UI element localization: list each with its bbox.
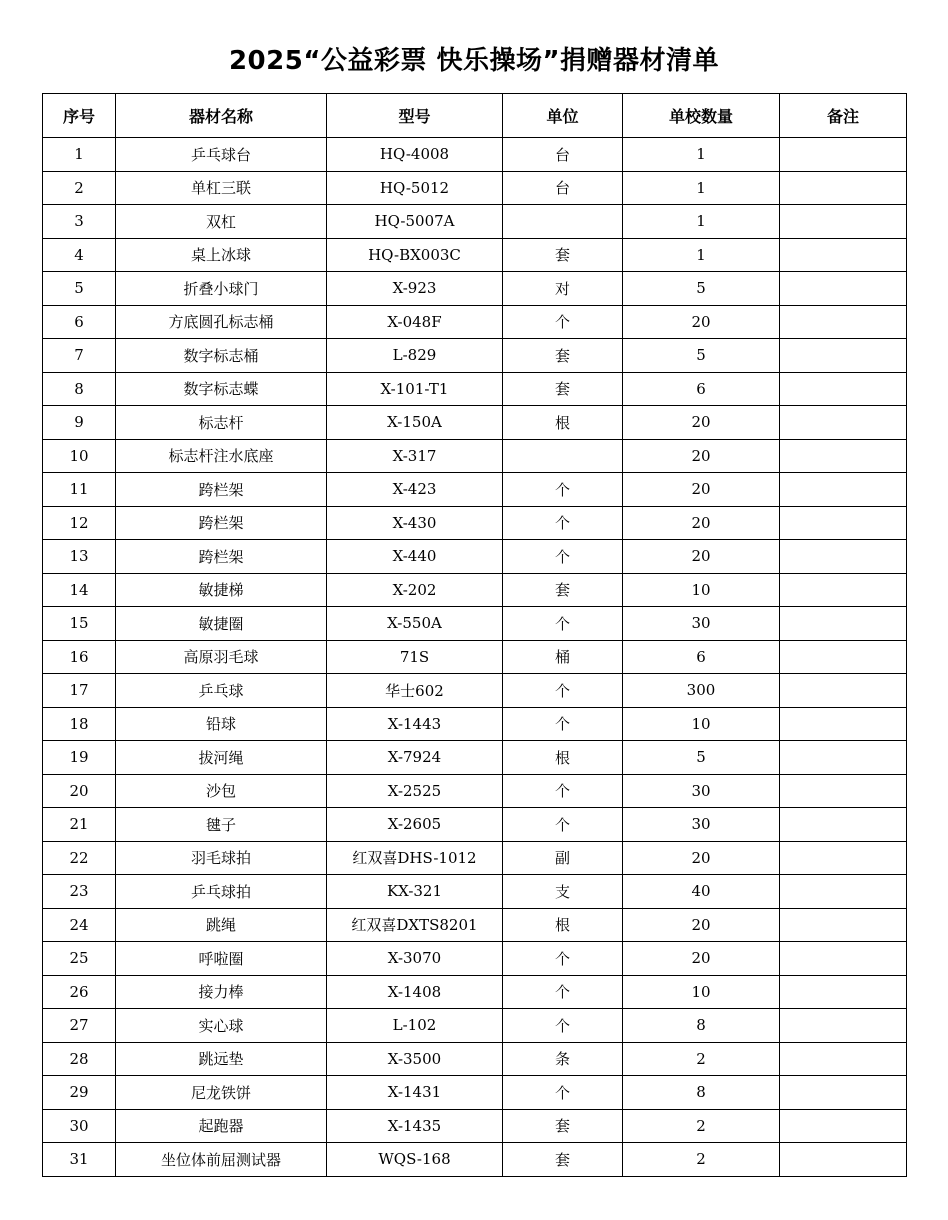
cell-quantity: 1 xyxy=(623,205,780,239)
cell-model: X-2525 xyxy=(327,774,503,808)
table-row xyxy=(43,406,907,440)
cell-unit: 个 xyxy=(503,473,623,507)
cell-model: X-3500 xyxy=(327,1042,503,1076)
cell-unit: 个 xyxy=(503,540,623,574)
cell-unit: 套 xyxy=(503,573,623,607)
cell-serial: 26 xyxy=(43,975,116,1009)
cell-serial: 9 xyxy=(43,406,116,440)
table-row xyxy=(43,808,907,842)
cell-quantity: 40 xyxy=(623,875,780,909)
cell-unit: 个 xyxy=(503,674,623,708)
cell-remarks xyxy=(780,607,907,641)
cell-quantity: 5 xyxy=(623,741,780,775)
table-row xyxy=(43,1109,907,1143)
cell-model: HQ-BX003C xyxy=(327,238,503,272)
cell-quantity: 10 xyxy=(623,975,780,1009)
cell-unit: 根 xyxy=(503,406,623,440)
cell-quantity: 20 xyxy=(623,473,780,507)
cell-serial: 24 xyxy=(43,908,116,942)
cell-quantity: 20 xyxy=(623,841,780,875)
cell-equipment-name: 尼龙铁饼 xyxy=(116,1076,327,1110)
cell-model: HQ-4008 xyxy=(327,138,503,172)
cell-equipment-name: 折叠小球门 xyxy=(116,272,327,306)
cell-quantity: 5 xyxy=(623,339,780,373)
cell-unit: 副 xyxy=(503,841,623,875)
cell-remarks xyxy=(780,540,907,574)
cell-model: 红双喜DXTS8201 xyxy=(327,908,503,942)
cell-unit: 套 xyxy=(503,372,623,406)
cell-unit: 套 xyxy=(503,1109,623,1143)
header-quantity-per-school: 单校数量 xyxy=(623,94,780,138)
cell-equipment-name: 呼啦圈 xyxy=(116,942,327,976)
cell-model: KX-321 xyxy=(327,875,503,909)
cell-equipment-name: 乒乓球 xyxy=(116,674,327,708)
cell-serial: 22 xyxy=(43,841,116,875)
cell-equipment-name: 羽毛球拍 xyxy=(116,841,327,875)
cell-unit: 条 xyxy=(503,1042,623,1076)
cell-quantity: 2 xyxy=(623,1143,780,1177)
table-row xyxy=(43,171,907,205)
cell-serial: 29 xyxy=(43,1076,116,1110)
cell-quantity: 30 xyxy=(623,774,780,808)
cell-quantity: 20 xyxy=(623,506,780,540)
cell-equipment-name: 标志杆注水底座 xyxy=(116,439,327,473)
cell-model: X-150A xyxy=(327,406,503,440)
table-row xyxy=(43,238,907,272)
cell-equipment-name: 毽子 xyxy=(116,808,327,842)
cell-serial: 17 xyxy=(43,674,116,708)
cell-unit: 个 xyxy=(503,942,623,976)
cell-equipment-name: 敏捷梯 xyxy=(116,573,327,607)
equipment-table xyxy=(42,93,907,1177)
cell-unit: 个 xyxy=(503,506,623,540)
table-row xyxy=(43,640,907,674)
cell-equipment-name: 跨栏架 xyxy=(116,540,327,574)
cell-remarks xyxy=(780,741,907,775)
cell-equipment-name: 双杠 xyxy=(116,205,327,239)
cell-unit: 个 xyxy=(503,305,623,339)
cell-remarks xyxy=(780,1143,907,1177)
cell-model: X-101-T1 xyxy=(327,372,503,406)
table-row xyxy=(43,272,907,306)
page-title: 2025“公益彩票 快乐操场”捐赠器材清单 xyxy=(228,46,720,76)
cell-model: X-317 xyxy=(327,439,503,473)
cell-quantity: 8 xyxy=(623,1076,780,1110)
cell-remarks xyxy=(780,841,907,875)
cell-serial: 23 xyxy=(43,875,116,909)
cell-quantity: 20 xyxy=(623,540,780,574)
cell-model: X-202 xyxy=(327,573,503,607)
cell-model: HQ-5012 xyxy=(327,171,503,205)
cell-remarks xyxy=(780,707,907,741)
cell-remarks xyxy=(780,908,907,942)
cell-remarks xyxy=(780,808,907,842)
header-serial: 序号 xyxy=(43,94,116,138)
cell-serial: 7 xyxy=(43,339,116,373)
cell-serial: 1 xyxy=(43,138,116,172)
cell-model: 华士602 xyxy=(327,674,503,708)
cell-remarks xyxy=(780,774,907,808)
table-row xyxy=(43,975,907,1009)
header-equipment-name: 器材名称 xyxy=(116,94,327,138)
table-row xyxy=(43,774,907,808)
cell-remarks xyxy=(780,238,907,272)
cell-quantity: 10 xyxy=(623,573,780,607)
cell-equipment-name: 沙包 xyxy=(116,774,327,808)
cell-unit: 个 xyxy=(503,808,623,842)
cell-remarks xyxy=(780,640,907,674)
header-model: 型号 xyxy=(327,94,503,138)
cell-quantity: 2 xyxy=(623,1042,780,1076)
table-row xyxy=(43,540,907,574)
cell-quantity: 20 xyxy=(623,305,780,339)
cell-serial: 27 xyxy=(43,1009,116,1043)
table-header xyxy=(43,94,907,138)
cell-serial: 12 xyxy=(43,506,116,540)
table-row xyxy=(43,205,907,239)
cell-model: X-2605 xyxy=(327,808,503,842)
cell-unit xyxy=(503,205,623,239)
cell-remarks xyxy=(780,439,907,473)
cell-serial: 21 xyxy=(43,808,116,842)
cell-unit: 个 xyxy=(503,1076,623,1110)
cell-quantity: 1 xyxy=(623,238,780,272)
cell-remarks xyxy=(780,272,907,306)
cell-serial: 5 xyxy=(43,272,116,306)
cell-quantity: 300 xyxy=(623,674,780,708)
cell-model: X-3070 xyxy=(327,942,503,976)
cell-equipment-name: 起跑器 xyxy=(116,1109,327,1143)
cell-quantity: 6 xyxy=(623,640,780,674)
cell-serial: 20 xyxy=(43,774,116,808)
cell-unit: 台 xyxy=(503,171,623,205)
cell-unit: 个 xyxy=(503,607,623,641)
cell-unit: 支 xyxy=(503,875,623,909)
cell-quantity: 2 xyxy=(623,1109,780,1143)
cell-serial: 2 xyxy=(43,171,116,205)
cell-model: X-1435 xyxy=(327,1109,503,1143)
cell-unit: 套 xyxy=(503,238,623,272)
cell-unit xyxy=(503,439,623,473)
cell-equipment-name: 乒乓球台 xyxy=(116,138,327,172)
cell-remarks xyxy=(780,1076,907,1110)
cell-equipment-name: 跳远垫 xyxy=(116,1042,327,1076)
cell-equipment-name: 跳绳 xyxy=(116,908,327,942)
cell-serial: 14 xyxy=(43,573,116,607)
table-row xyxy=(43,1009,907,1043)
cell-remarks xyxy=(780,473,907,507)
cell-equipment-name: 拔河绳 xyxy=(116,741,327,775)
cell-remarks xyxy=(780,171,907,205)
cell-unit: 根 xyxy=(503,741,623,775)
cell-unit: 套 xyxy=(503,1143,623,1177)
cell-remarks xyxy=(780,875,907,909)
cell-remarks xyxy=(780,1042,907,1076)
cell-quantity: 20 xyxy=(623,439,780,473)
cell-model: X-923 xyxy=(327,272,503,306)
cell-serial: 31 xyxy=(43,1143,116,1177)
cell-unit: 桶 xyxy=(503,640,623,674)
table-row xyxy=(43,138,907,172)
cell-model: X-430 xyxy=(327,506,503,540)
cell-model: L-829 xyxy=(327,339,503,373)
cell-quantity: 1 xyxy=(623,171,780,205)
cell-serial: 3 xyxy=(43,205,116,239)
cell-equipment-name: 乒乓球拍 xyxy=(116,875,327,909)
cell-equipment-name: 跨栏架 xyxy=(116,506,327,540)
cell-serial: 15 xyxy=(43,607,116,641)
cell-remarks xyxy=(780,573,907,607)
cell-equipment-name: 跨栏架 xyxy=(116,473,327,507)
cell-remarks xyxy=(780,942,907,976)
table-row xyxy=(43,1076,907,1110)
table-row xyxy=(43,875,907,909)
table-row xyxy=(43,473,907,507)
header-unit: 单位 xyxy=(503,94,623,138)
cell-quantity: 1 xyxy=(623,138,780,172)
cell-remarks xyxy=(780,138,907,172)
cell-serial: 18 xyxy=(43,707,116,741)
cell-model: X-048F xyxy=(327,305,503,339)
cell-remarks xyxy=(780,674,907,708)
table-row xyxy=(43,1143,907,1177)
cell-model: 红双喜DHS-1012 xyxy=(327,841,503,875)
cell-quantity: 30 xyxy=(623,607,780,641)
cell-remarks xyxy=(780,305,907,339)
cell-model: X-423 xyxy=(327,473,503,507)
cell-serial: 4 xyxy=(43,238,116,272)
cell-model: 71S xyxy=(327,640,503,674)
cell-equipment-name: 标志杆 xyxy=(116,406,327,440)
table-row xyxy=(43,607,907,641)
cell-unit: 个 xyxy=(503,774,623,808)
cell-equipment-name: 方底圆孔标志桶 xyxy=(116,305,327,339)
cell-quantity: 20 xyxy=(623,406,780,440)
cell-equipment-name: 桌上冰球 xyxy=(116,238,327,272)
table-row xyxy=(43,841,907,875)
cell-model: HQ-5007A xyxy=(327,205,503,239)
header-row xyxy=(43,94,907,138)
cell-serial: 13 xyxy=(43,540,116,574)
cell-equipment-name: 单杠三联 xyxy=(116,171,327,205)
cell-equipment-name: 敏捷圈 xyxy=(116,607,327,641)
cell-quantity: 5 xyxy=(623,272,780,306)
cell-unit: 个 xyxy=(503,975,623,1009)
cell-model: X-550A xyxy=(327,607,503,641)
cell-serial: 8 xyxy=(43,372,116,406)
cell-serial: 11 xyxy=(43,473,116,507)
cell-equipment-name: 高原羽毛球 xyxy=(116,640,327,674)
cell-quantity: 20 xyxy=(623,908,780,942)
cell-quantity: 20 xyxy=(623,942,780,976)
cell-quantity: 6 xyxy=(623,372,780,406)
table-row xyxy=(43,339,907,373)
cell-serial: 10 xyxy=(43,439,116,473)
cell-serial: 30 xyxy=(43,1109,116,1143)
cell-model: X-1408 xyxy=(327,975,503,1009)
cell-quantity: 30 xyxy=(623,808,780,842)
cell-model: X-7924 xyxy=(327,741,503,775)
cell-model: L-102 xyxy=(327,1009,503,1043)
cell-model: X-440 xyxy=(327,540,503,574)
cell-equipment-name: 接力棒 xyxy=(116,975,327,1009)
table-row xyxy=(43,439,907,473)
cell-serial: 16 xyxy=(43,640,116,674)
cell-quantity: 10 xyxy=(623,707,780,741)
header-remarks: 备注 xyxy=(780,94,907,138)
table-row xyxy=(43,1042,907,1076)
cell-quantity: 8 xyxy=(623,1009,780,1043)
cell-equipment-name: 数字标志蝶 xyxy=(116,372,327,406)
cell-remarks xyxy=(780,205,907,239)
cell-unit: 套 xyxy=(503,339,623,373)
cell-equipment-name: 坐位体前屈测试器 xyxy=(116,1143,327,1177)
table-row xyxy=(43,305,907,339)
cell-serial: 25 xyxy=(43,942,116,976)
table-row xyxy=(43,573,907,607)
cell-unit: 对 xyxy=(503,272,623,306)
cell-remarks xyxy=(780,506,907,540)
cell-unit: 个 xyxy=(503,707,623,741)
cell-remarks xyxy=(780,339,907,373)
cell-equipment-name: 铅球 xyxy=(116,707,327,741)
table-row xyxy=(43,741,907,775)
cell-remarks xyxy=(780,372,907,406)
table-row xyxy=(43,674,907,708)
table-row xyxy=(43,707,907,741)
cell-unit: 个 xyxy=(503,1009,623,1043)
cell-serial: 6 xyxy=(43,305,116,339)
cell-remarks xyxy=(780,1109,907,1143)
table-row xyxy=(43,372,907,406)
cell-unit: 根 xyxy=(503,908,623,942)
table-row xyxy=(43,908,907,942)
cell-remarks xyxy=(780,975,907,1009)
cell-serial: 19 xyxy=(43,741,116,775)
cell-unit: 台 xyxy=(503,138,623,172)
cell-equipment-name: 实心球 xyxy=(116,1009,327,1043)
cell-model: WQS-168 xyxy=(327,1143,503,1177)
cell-remarks xyxy=(780,406,907,440)
cell-serial: 28 xyxy=(43,1042,116,1076)
table-row xyxy=(43,506,907,540)
cell-model: X-1443 xyxy=(327,707,503,741)
table-body xyxy=(43,138,907,1177)
cell-model: X-1431 xyxy=(327,1076,503,1110)
cell-equipment-name: 数字标志桶 xyxy=(116,339,327,373)
table-row xyxy=(43,942,907,976)
cell-remarks xyxy=(780,1009,907,1043)
